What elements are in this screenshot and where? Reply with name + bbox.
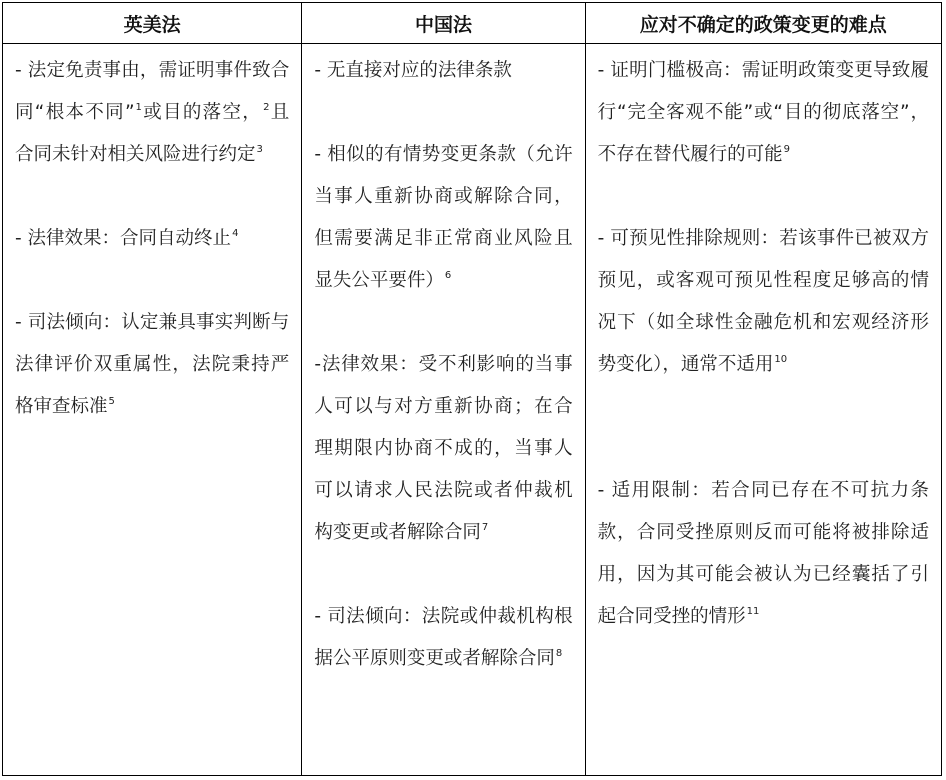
footnote-ref: 1 — [135, 102, 142, 113]
judicial-tendency-item: - 司法倾向：认定兼具事实判断与法律评价双重属性，法院秉持严格审查标准$^5$ — [15, 312, 290, 417]
comparison-table — [2, 2, 942, 776]
header-chinese-law: 中国法 — [302, 3, 585, 44]
footnote-ref: 8 — [555, 648, 563, 659]
legal-effect-item: -法律效果：受不利影响的当事人可以与对方重新协商；在合理期限内协商不成的，当事人可以请求人民法院或者仲裁机构变更或者解除合同$^7$ — [314, 354, 573, 543]
footnote-ref: 6 — [444, 270, 452, 281]
frustration-exemption-item: - 法定免责事由，需证明事件致合同“根本不同”$^1$或目的落空，$^2$且合同未针对相关风险进行约定$^3$ — [15, 60, 290, 165]
footnote-ref: 7 — [481, 522, 489, 533]
cell-anglo-american-law — [3, 44, 302, 776]
judicial-tendency-item: - 司法倾向：法院或仲裁机构根据公平原则变更或者解除合同$^8$ — [314, 606, 573, 669]
footnote-ref: 2 — [263, 102, 270, 113]
high-proof-threshold-item: - 证明门槛极高：需证明政策变更导致履行“完全客观不能”或“目的彻底落空”，不存在替代履行的可能$^9$ — [597, 60, 929, 165]
footnote-ref: 4 — [232, 228, 239, 239]
footnote-ref: 5 — [108, 396, 115, 407]
footnote-ref: 10 — [774, 354, 788, 365]
content-row — [3, 44, 942, 776]
cell-chinese-law — [302, 44, 585, 776]
header-anglo-american-law: 英美法 — [3, 3, 302, 44]
footnote-ref: 11 — [746, 606, 760, 617]
changed-circumstances-item: - 相似的有情势变更条款（允许当事人重新协商或解除合同，但需要满足非正常商业风险且显失公平要件）$^6$ — [314, 144, 573, 291]
application-limit-item: - 适用限制：若合同已存在不可抗力条款，合同受挫原则反而可能将被排除适用，因为其可能会被认为已经囊括了引起合同受挫的情形$^{11}$ — [597, 480, 929, 627]
legal-effect-item: - 法律效果：合同自动终止$^4$ — [15, 228, 239, 249]
cell-policy-change-difficulties — [585, 44, 941, 776]
foreseeability-rule-item: - 可预见性排除规则：若该事件已被双方预见，或客观可预见性程度足够高的情况下（如全球性金融危机和宏观经济形势变化），通常不适用$^{10}$ — [597, 228, 929, 375]
header-row — [3, 3, 942, 44]
footnote-ref: 9 — [783, 144, 790, 155]
header-policy-change-difficulties: 应对不确定的政策变更的难点 — [585, 3, 941, 44]
no-direct-provision-item: - 无直接对应的法律条款 — [314, 60, 512, 81]
footnote-ref: 3 — [256, 144, 263, 155]
